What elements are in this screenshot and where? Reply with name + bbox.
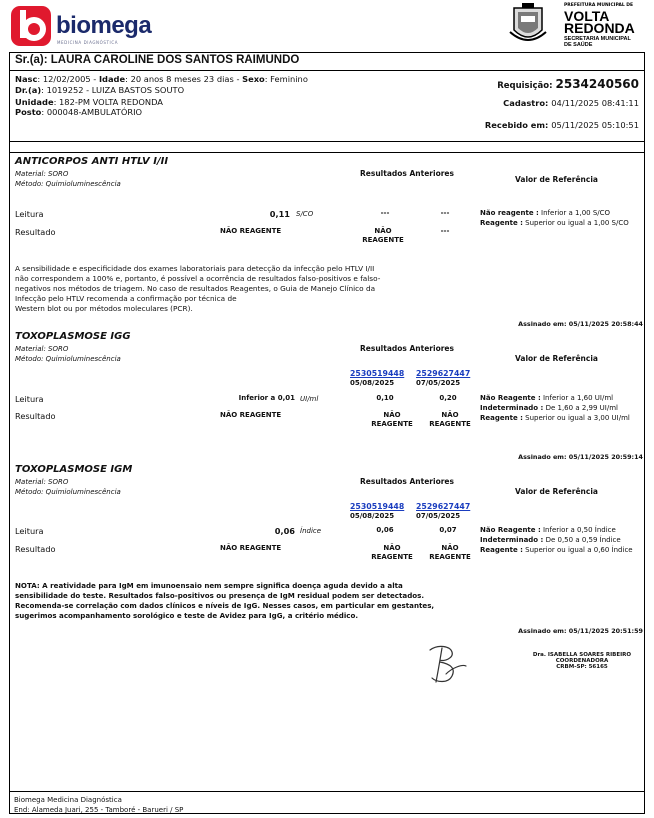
leitura-unit: Índice (300, 527, 322, 535)
resultado-label: Resultado (15, 411, 56, 421)
leitura-label: Leitura (15, 394, 44, 404)
reference-row (480, 526, 645, 535)
note-line: NOTA: A reatividade para IgM em imunoensaio nem sempre significa doença aguda devido a alta (15, 581, 403, 590)
note-line: Infecção pelo HTLV recomenda a confirmação por técnica de (15, 294, 237, 303)
exam-material: Material: SORO (15, 478, 69, 486)
leitura-value: 0,06 (274, 526, 295, 536)
biomega-logo (10, 4, 150, 48)
cadastro-label: Cadastro: (503, 98, 552, 108)
unidade-value: : 182-PM VOLTA REDONDA (53, 97, 163, 107)
reference-values (480, 209, 640, 228)
ref-label: Não Reagente : (480, 394, 541, 402)
leitura-value: Inferior a 0,01 (238, 394, 295, 402)
cadastro (503, 98, 639, 108)
ref-value: De 1,60 a 2,99 UI/ml (543, 404, 618, 412)
requisicao-value: 2534240560 (555, 77, 639, 91)
doctor-line (15, 85, 184, 95)
ref-value: Inferior a 1,60 UI/ml (540, 394, 614, 402)
posto-line (15, 107, 142, 117)
exam-method: Método: Quimioluminescência (15, 355, 121, 363)
requisicao-label: Requisição: (497, 81, 556, 91)
signed-timestamp: Assinado em: 05/11/2025 20:59:14 (518, 453, 643, 461)
ref-label: Indeterminado : (480, 404, 544, 412)
igm-note (15, 581, 485, 621)
divider (9, 141, 645, 142)
ref-label: Reagente : (480, 546, 523, 554)
lab-tagline: MEDICINA DIAGNÓSTICA (57, 40, 119, 45)
leitura-unit: S/CO (296, 210, 314, 218)
resultado-prev-2: NÃO REAGENTE (429, 544, 471, 561)
patient-birth-line (15, 74, 308, 84)
ref-value: Inferior a 0,50 Índice (540, 526, 616, 534)
leitura-unit: UI/ml (300, 395, 319, 403)
exam-title: TOXOPLASMOSE IGM (15, 464, 133, 475)
nasc-value: : 12/02/2005 - (37, 74, 99, 84)
ref-value: Inferior a 1,00 S/CO (538, 209, 611, 217)
previous-result-date-1: 05/08/2025 (350, 512, 395, 520)
leitura-label: Leitura (15, 209, 44, 219)
leitura-label: Leitura (15, 526, 44, 536)
signature-block (520, 652, 644, 670)
leitura-prev-1: 0,06 (376, 526, 394, 534)
posto-value: : 000048-AMBULATÓRIO (41, 107, 143, 117)
signed-timestamp: Assinado em: 05/11/2025 20:51:59 (518, 627, 643, 635)
divider (9, 791, 645, 792)
resultado-prev-2: NÃO REAGENTE (429, 411, 471, 428)
biomega-logo-icon (10, 4, 54, 48)
sexo-value: : Feminino (264, 74, 308, 84)
nasc-label: Nasc (15, 74, 38, 84)
leitura-prev-2: 0,07 (439, 526, 457, 534)
ref-label: Reagente : (480, 219, 523, 227)
city-name-line2: REDONDA (564, 20, 635, 36)
signature-role: COORDENADORA (555, 658, 609, 664)
requisicao (497, 73, 639, 92)
note-line: Western blot ou por métodos moleculares (PCR). (15, 304, 193, 313)
dr-value: : 1019252 - LUIZA BASTOS SOUTO (41, 85, 185, 95)
reference-row (480, 404, 645, 413)
recebido-label: Recebido em: (484, 120, 552, 130)
note-line: sugerimos acompanhamento sorológico e teste de Avidez para IgG, a critério médico. (15, 611, 359, 620)
previous-result-date-2: 07/05/2025 (416, 379, 461, 387)
resultado-value: NÃO REAGENTE (220, 544, 282, 552)
prefeitura-label: PREFEITURA MUNICIPAL DE (564, 3, 634, 8)
recebido (485, 120, 639, 130)
leitura-prev-1: 0,10 (376, 394, 394, 402)
prefeitura-logo (506, 2, 646, 52)
reference-row (480, 219, 640, 228)
unidade-label: Unidade (15, 97, 54, 107)
secretaria-line2: DE SAÚDE (564, 42, 593, 48)
cadastro-value: 04/11/2025 08:41:11 (551, 98, 639, 108)
leitura-prev-1: --- (380, 209, 390, 217)
note-line: sensibilidade do teste. Resultados falso-positivos ou presença de IgM residual podem ser detectados. (15, 591, 425, 600)
ref-value: Superior ou igual a 3,00 UI/ml (522, 414, 630, 422)
previous-results-header: Resultados Anteriores (360, 344, 454, 353)
previous-result-link-1[interactable]: 2530519448 (350, 502, 405, 511)
reference-row (480, 536, 645, 545)
signature-crbm: CRBM-SP: 56165 (556, 664, 608, 670)
reference-row (480, 209, 640, 218)
note-line: Recomenda-se correlação com dados clínicos e níveis de IgG. Nesses casos, em particular em gestantes, (15, 601, 435, 610)
htlv-note (15, 264, 485, 314)
resultado-label: Resultado (15, 544, 56, 554)
previous-result-link-2[interactable]: 2529627447 (416, 502, 471, 511)
ref-value: Superior ou igual a 0,60 Índice (522, 546, 633, 554)
resultado-value: NÃO REAGENTE (220, 411, 282, 419)
resultado-prev-2: --- (440, 227, 450, 235)
ref-label: Não reagente : (480, 209, 539, 217)
ref-value: De 0,50 a 0,59 Índice (543, 536, 621, 544)
ref-value: Superior ou igual a 1,00 S/CO (522, 219, 629, 227)
reference-header: Valor de Referência (515, 487, 598, 496)
exam-title: TOXOPLASMOSE IGG (15, 331, 131, 342)
exam-method: Método: Quimioluminescência (15, 180, 121, 188)
divider (9, 152, 645, 153)
reference-header: Valor de Referência (515, 175, 598, 184)
resultado-prev-1: NÃO REAGENTE (371, 544, 413, 561)
exam-material: Material: SORO (15, 170, 69, 178)
leitura-prev-2: --- (440, 209, 450, 217)
leitura-prev-2: 0,20 (439, 394, 457, 402)
ref-label: Reagente : (480, 414, 523, 422)
resultado-value: NÃO REAGENTE (220, 227, 282, 235)
city-crest-icon (506, 2, 550, 48)
exam-title: ANTICORPOS ANTI HTLV I/II (15, 156, 169, 167)
previous-result-date-2: 07/05/2025 (416, 512, 461, 520)
handwritten-signature-icon (422, 638, 472, 688)
ref-label: Não Reagente : (480, 526, 541, 534)
reference-row (480, 414, 645, 423)
city-name-line1: VOLTA (564, 8, 610, 24)
posto-label: Posto (15, 107, 42, 117)
footer-line-1: Biomega Medicina Diagnóstica (14, 796, 122, 804)
note-line: negativos nos métodos de triagem. No caso de resultados Reagentes, o Guia de Manejo Clínico da (15, 284, 376, 293)
exam-method: Método: Quimioluminescência (15, 488, 121, 496)
footer-line-2: End: Alameda Juari, 255 - Tamboré - Barueri / SP (14, 806, 184, 814)
previous-results-header: Resultados Anteriores (360, 169, 454, 178)
dr-label: Dr.(a) (15, 85, 42, 95)
note-line: não correspondem a 100% e, portanto, é possível a ocorrência de resultados falso-positivos e falso- (15, 274, 381, 283)
idade-value: : 20 anos 8 meses 23 dias - (125, 74, 243, 84)
reference-row (480, 394, 645, 403)
resultado-label: Resultado (15, 227, 56, 237)
patient-name: Sr.(a): LAURA CAROLINE DOS SANTOS RAIMUNDO (15, 54, 300, 66)
signature-name: Dra. ISABELLA SOARES RIBEIRO (532, 652, 632, 658)
resultado-prev-1: NÃO REAGENTE (362, 227, 404, 244)
reference-values (480, 526, 645, 555)
reference-row (480, 546, 645, 555)
leitura-value: 0,11 (269, 209, 290, 219)
secretaria-line1: SECRETARIA MUNICIPAL (564, 36, 631, 42)
previous-result-link-2[interactable]: 2529627447 (416, 369, 471, 378)
ref-label: Indeterminado : (480, 536, 544, 544)
note-line: A sensibilidade e especificidade dos exames laboratoriais para detecção da infecção pelo HTLV I/II (15, 264, 375, 273)
exam-material: Material: SORO (15, 345, 69, 353)
idade-label: Idade (98, 74, 126, 84)
signed-timestamp: Assinado em: 05/11/2025 20:58:44 (518, 320, 643, 328)
unidade-line (15, 97, 163, 107)
previous-result-date-1: 05/08/2025 (350, 379, 395, 387)
previous-result-link-1[interactable]: 2530519448 (350, 369, 405, 378)
reference-values (480, 394, 645, 423)
divider (9, 70, 645, 71)
reference-header: Valor de Referência (515, 354, 598, 363)
previous-results-header: Resultados Anteriores (360, 477, 454, 486)
recebido-value: 05/11/2025 05:10:51 (551, 120, 639, 130)
resultado-prev-1: NÃO REAGENTE (371, 411, 413, 428)
lab-name: biomega (56, 12, 152, 39)
sexo-label: Sexo (242, 74, 265, 84)
